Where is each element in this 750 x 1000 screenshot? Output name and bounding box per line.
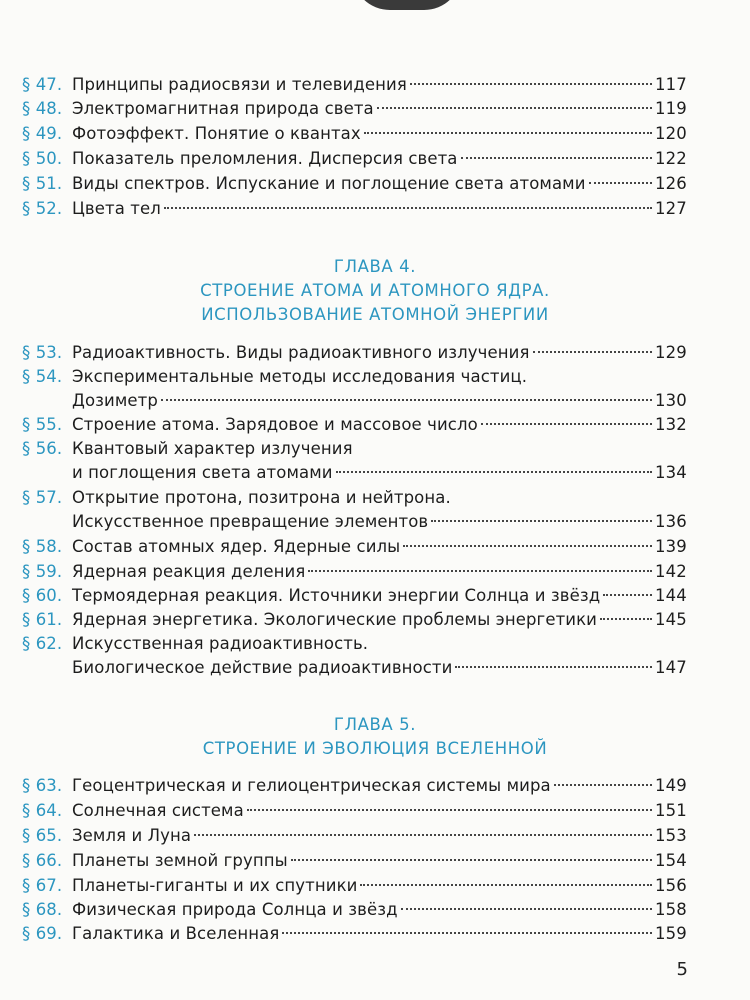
section-title: Электромагнитная природа света bbox=[72, 99, 374, 118]
section-title: Физическая природа Солнца и звёзд bbox=[72, 900, 398, 919]
dot-leader bbox=[161, 399, 652, 401]
toc-entry[interactable] bbox=[22, 365, 685, 413]
section-title: Геоцентрическая и гелиоцентрическая системы мира bbox=[72, 776, 551, 795]
dot-leader bbox=[554, 784, 652, 786]
section-title-continued: и поглощения света атомами bbox=[72, 463, 333, 482]
dot-leader bbox=[589, 182, 652, 184]
page-ref: 139 bbox=[655, 537, 687, 556]
section-number: § 61. bbox=[22, 610, 63, 629]
dot-leader bbox=[600, 618, 652, 620]
section-number: § 66. bbox=[22, 851, 63, 870]
dot-leader bbox=[410, 83, 652, 85]
chapter-4-title-line-1: СТРОЕНИЕ АТОМА И АТОМНОГО ЯДРА. bbox=[200, 281, 550, 300]
dot-leader bbox=[364, 132, 652, 134]
toc-entry[interactable] bbox=[22, 413, 685, 437]
toc-entry[interactable] bbox=[22, 486, 685, 534]
toc-entry[interactable] bbox=[22, 437, 685, 485]
page-ref: 120 bbox=[655, 124, 687, 143]
section-number: § 59. bbox=[22, 562, 63, 581]
section-number: § 55. bbox=[22, 415, 63, 434]
section-title: Солнечная система bbox=[72, 801, 244, 820]
toc-entry[interactable] bbox=[22, 147, 685, 171]
section-number: § 49. bbox=[22, 124, 63, 143]
toc-entry[interactable] bbox=[22, 922, 685, 946]
section-number: § 67. bbox=[22, 876, 63, 895]
chapter-4-heading: ГЛАВА 4. bbox=[333, 257, 417, 276]
page-ref: 153 bbox=[655, 826, 687, 845]
section-number: § 52. bbox=[22, 199, 63, 218]
toc-entry[interactable] bbox=[22, 849, 685, 873]
page-ref: 117 bbox=[655, 75, 687, 94]
toc-entry[interactable] bbox=[22, 535, 685, 559]
section-title: Цвета тел bbox=[72, 199, 161, 218]
section-title: Планеты-гиганты и их спутники bbox=[72, 876, 358, 895]
toc-entry[interactable] bbox=[22, 560, 685, 584]
page-ref: 151 bbox=[655, 801, 687, 820]
section-number: § 64. bbox=[22, 801, 63, 820]
chapter-5-heading: ГЛАВА 5. bbox=[333, 715, 417, 734]
toc-entry[interactable] bbox=[22, 898, 685, 922]
dot-leader bbox=[282, 932, 652, 934]
section-title: Открытие протона, позитрона и нейтрона. bbox=[72, 488, 451, 507]
section-number: § 63. bbox=[22, 776, 63, 795]
toc-entry[interactable] bbox=[22, 774, 685, 798]
page-ref: 144 bbox=[655, 586, 687, 605]
section-number: § 62. bbox=[22, 634, 63, 653]
dot-leader bbox=[377, 107, 652, 109]
section-number: § 56. bbox=[22, 439, 63, 458]
page-ref: 129 bbox=[655, 343, 687, 362]
section-number: § 50. bbox=[22, 149, 63, 168]
toc-entry[interactable] bbox=[22, 799, 685, 823]
top-page-mark bbox=[352, 0, 462, 10]
page-ref: 119 bbox=[655, 99, 687, 118]
page-ref: 158 bbox=[655, 900, 687, 919]
section-number: § 68. bbox=[22, 900, 63, 919]
section-title: Показатель преломления. Дисперсия света bbox=[72, 149, 458, 168]
dot-leader bbox=[533, 351, 652, 353]
toc-entry[interactable] bbox=[22, 608, 685, 632]
section-number: § 60. bbox=[22, 586, 63, 605]
section-title: Планеты земной группы bbox=[72, 851, 288, 870]
toc-entry[interactable] bbox=[22, 584, 685, 608]
section-number: § 65. bbox=[22, 826, 63, 845]
dot-leader bbox=[403, 545, 652, 547]
section-title: Земля и Луна bbox=[72, 826, 192, 845]
page-ref: 142 bbox=[655, 562, 687, 581]
section-number: § 48. bbox=[22, 99, 63, 118]
section-title: Виды спектров. Испускание и поглощение света атомами bbox=[72, 174, 586, 193]
section-title: Фотоэффект. Понятие о квантах bbox=[72, 124, 361, 143]
dot-leader bbox=[164, 207, 652, 209]
toc-entry[interactable] bbox=[22, 632, 685, 680]
dot-leader bbox=[360, 884, 652, 886]
dot-leader bbox=[308, 570, 652, 572]
dot-leader bbox=[455, 666, 652, 668]
page-number: 5 bbox=[676, 959, 688, 980]
section-number: § 54. bbox=[22, 367, 63, 386]
section-title: Термоядерная реакция. Источники энергии Солнца и звёзд bbox=[72, 586, 601, 605]
page-ref: 132 bbox=[655, 415, 687, 434]
dot-leader bbox=[431, 520, 652, 522]
page-ref: 149 bbox=[655, 776, 687, 795]
dot-leader bbox=[603, 594, 652, 596]
page-ref: 156 bbox=[655, 876, 687, 895]
section-number: § 69. bbox=[22, 924, 63, 943]
section-title: Радиоактивность. Виды радиоактивного излучения bbox=[72, 343, 530, 362]
section-title: Ядерная энергетика. Экологические проблемы энергетики bbox=[72, 610, 597, 629]
section-title: Искусственная радиоактивность. bbox=[72, 634, 369, 653]
section-title: Ядерная реакция деления bbox=[72, 562, 306, 581]
section-title-continued: Биологическое действие радиоактивности bbox=[72, 658, 453, 677]
toc-entry[interactable] bbox=[22, 122, 685, 146]
page-ref: 134 bbox=[655, 463, 687, 482]
toc-entry[interactable] bbox=[22, 341, 685, 365]
page-ref: 147 bbox=[655, 658, 687, 677]
dot-leader bbox=[247, 809, 652, 811]
toc-entry[interactable] bbox=[22, 197, 685, 221]
page-ref: 145 bbox=[655, 610, 687, 629]
section-title: Экспериментальные методы исследования частиц. bbox=[72, 367, 528, 386]
section-number: § 47. bbox=[22, 75, 63, 94]
page-ref: 122 bbox=[655, 149, 687, 168]
section-title: Строение атома. Зарядовое и массовое число bbox=[72, 415, 478, 434]
toc-entry[interactable] bbox=[22, 97, 685, 121]
section-number: § 58. bbox=[22, 537, 63, 556]
dot-leader bbox=[461, 157, 652, 159]
page-ref: 130 bbox=[655, 391, 687, 410]
dot-leader bbox=[481, 423, 652, 425]
section-title: Принципы радиосвязи и телевидения bbox=[72, 75, 407, 94]
toc-entry[interactable] bbox=[22, 172, 685, 196]
page-ref: 154 bbox=[655, 851, 687, 870]
page-ref: 127 bbox=[655, 199, 687, 218]
toc-entry[interactable] bbox=[22, 73, 685, 97]
section-title: Галактика и Вселенная bbox=[72, 924, 280, 943]
page-ref: 159 bbox=[655, 924, 687, 943]
section-title-continued: Дозиметр bbox=[72, 391, 158, 410]
dot-leader bbox=[194, 834, 652, 836]
page-ref: 126 bbox=[655, 174, 687, 193]
section-title: Состав атомных ядер. Ядерные силы bbox=[72, 537, 401, 556]
section-number: § 51. bbox=[22, 174, 63, 193]
dot-leader bbox=[336, 471, 652, 473]
section-title-continued: Искусственное превращение элементов bbox=[72, 512, 429, 531]
page-ref: 136 bbox=[655, 512, 687, 531]
section-number: § 57. bbox=[22, 488, 63, 507]
dot-leader bbox=[401, 908, 652, 910]
dot-leader bbox=[291, 859, 652, 861]
chapter-5-title: СТРОЕНИЕ И ЭВОЛЮЦИЯ ВСЕЛЕННОЙ bbox=[202, 739, 548, 758]
section-number: § 53. bbox=[22, 343, 63, 362]
section-title: Квантовый характер излучения bbox=[72, 439, 353, 458]
toc-entry[interactable] bbox=[22, 824, 685, 848]
toc-entry[interactable] bbox=[22, 874, 685, 898]
chapter-4-title-line-2: ИСПОЛЬЗОВАНИЕ АТОМНОЙ ЭНЕРГИИ bbox=[201, 305, 549, 324]
